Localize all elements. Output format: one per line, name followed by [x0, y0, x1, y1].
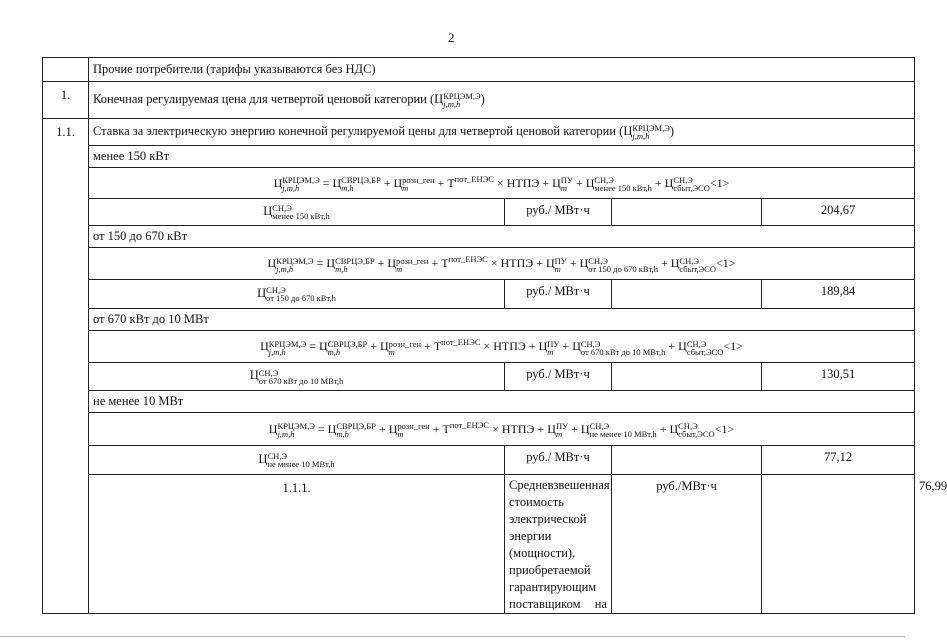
formula-part: =: [319, 175, 333, 190]
rate-value: 130,51: [762, 363, 915, 391]
header-row: [43, 58, 915, 82]
formula-indices: [272, 204, 330, 220]
row-1-sup: КРЦЭМ,Э: [443, 91, 481, 102]
formula-indices: [679, 257, 716, 273]
formula-row: [43, 248, 915, 280]
formula-part: НТПЭ: [493, 339, 526, 354]
formula-indices: [581, 340, 666, 356]
formula-part: КРЦЭМ,Э: [282, 175, 320, 186]
formula-part: <1>: [715, 256, 736, 271]
formula-part: +: [566, 256, 580, 271]
formula-part: СН,Э: [272, 203, 292, 214]
formula-part: СН,Э: [258, 367, 279, 378]
formula-indices: [555, 257, 567, 273]
row-1-label: Конечная регулируемая цена для четвертой ценовой категории (Ц: [93, 91, 444, 106]
formula-part: j,m,h: [282, 183, 300, 194]
page-number: 2: [448, 30, 455, 45]
formula-indices: [282, 176, 319, 192]
formula-part: m: [397, 429, 404, 440]
formula-indices: [269, 340, 306, 356]
group-label: от 670 кВт до 10 МВт: [89, 309, 915, 331]
formula-part: Ц: [547, 421, 556, 436]
formula-part: от 670 кВт до 10 МВт,h: [580, 346, 666, 357]
formula-part: сбыт,ЭСО: [679, 263, 716, 274]
formula-part: ×: [489, 421, 502, 436]
row-1-1-1-empty-cell: [762, 475, 915, 614]
price-formula: [89, 413, 915, 446]
formula-part: от 150 до 670 кВт,h: [266, 293, 336, 304]
formula-part: m: [554, 263, 561, 274]
formula-part: +: [525, 339, 539, 354]
price-formula: [89, 248, 915, 280]
formula-part: ПУ: [560, 175, 573, 186]
rate-value: 189,84: [762, 280, 915, 309]
formula-part: =: [313, 256, 327, 271]
formula-part: +: [367, 339, 380, 354]
row-1-sub: j,m,h: [443, 99, 461, 110]
formula-part: не менее 10 МВт,h: [589, 429, 657, 440]
rate-empty-cell: [612, 199, 762, 226]
formula-part: <1>: [723, 339, 743, 354]
formula-part: Ц: [263, 203, 273, 218]
formula-part: СН,Э: [266, 285, 286, 296]
row-1-close: ): [480, 91, 485, 106]
formula-part: ×: [487, 256, 501, 271]
formula-part: ×: [493, 175, 507, 190]
formula-part: СН,Э: [679, 255, 699, 266]
formula-part: +: [429, 421, 443, 436]
formula-part: ПУ: [555, 421, 569, 432]
formula-indices: [341, 176, 381, 192]
formula-part: m: [555, 429, 563, 440]
formula-indices: [556, 422, 568, 438]
formula-part: Ц: [538, 339, 548, 354]
formula-part: Ц: [273, 175, 283, 190]
formula-part: СН,Э: [589, 421, 610, 432]
formula-part: Ц: [326, 256, 336, 271]
formula-part: m: [547, 346, 554, 357]
formula-part: =: [306, 339, 319, 354]
formula-part: пот_ЕНЭС: [449, 419, 490, 430]
formula-part: m,h: [341, 183, 354, 194]
formula-part: +: [559, 339, 573, 354]
formula-part: менее 150 кВт,h: [272, 211, 330, 222]
formula-part: ПУ: [547, 338, 560, 349]
formula-indices: [396, 257, 428, 273]
rate-symbol: [89, 363, 505, 391]
formula-part: КРЦЭМ,Э: [277, 421, 315, 432]
header-text: Прочие потребители (тарифы указываются без НДС): [89, 58, 915, 82]
formula-part: <1>: [714, 421, 735, 436]
formula-part: сбыт,ЭСО: [673, 183, 710, 194]
formula-indices: [267, 452, 334, 468]
scan-edge: [0, 636, 905, 637]
formula-indices: [259, 369, 344, 385]
formula-indices: [276, 257, 313, 273]
formula-part: +: [434, 175, 448, 190]
row-1-1-1: 1.1.1. Средневзвешенная стоимость электрической энергии (мощности), приобретаемой гарантирующим поставщиком на руб./МВт·ч 76,99: [43, 475, 915, 614]
rate-row: [43, 199, 915, 226]
formula-part: Ц: [249, 368, 259, 383]
formula-indices: [678, 422, 715, 438]
formula-part: Ц: [670, 256, 680, 271]
formula-part: +: [374, 256, 388, 271]
formula-indices: [397, 422, 429, 438]
row-1-1-text: [89, 119, 915, 146]
formula-part: +: [380, 175, 394, 190]
formula-part: пот_ЕНЭС: [441, 337, 481, 348]
row-1-1-1-num: 1.1.1.: [89, 475, 505, 614]
formula-row: [43, 168, 915, 199]
formula-indices: [336, 422, 376, 438]
formula-part: +: [665, 339, 679, 354]
formula-part: НТПЭ: [506, 175, 540, 190]
formula-indices: [389, 340, 421, 356]
formula-part: Ц: [318, 339, 328, 354]
row-1-1-sub: j,m,h: [632, 131, 650, 142]
formula-indices: [402, 176, 434, 192]
formula-part: НТПЭ: [501, 421, 535, 436]
formula-part: +: [657, 256, 671, 271]
formula-part: +: [539, 175, 553, 190]
rate-empty-cell: [612, 280, 762, 309]
formula-part: m: [402, 183, 409, 194]
formula-part: Ц: [387, 256, 397, 271]
formula-indices: [632, 124, 669, 140]
formula-part: СН,Э: [678, 421, 698, 432]
formula-part: менее 150 кВт,h: [594, 183, 652, 194]
formula-part: сбыт,ЭСО: [678, 429, 715, 440]
formula-part: +: [375, 421, 389, 436]
formula-part: СН,Э: [588, 255, 608, 266]
formula-indices: [673, 176, 710, 192]
formula-part: Ц: [393, 175, 403, 190]
formula-part: m,h: [335, 263, 348, 274]
formula-part: Т: [447, 175, 455, 190]
rate-empty-cell: [612, 363, 762, 391]
formula-indices: [335, 257, 375, 273]
formula-part: пот_ЕНЭС: [448, 254, 488, 265]
formula-part: Ц: [545, 256, 555, 271]
formula-part: m,h: [336, 429, 349, 440]
rate-row: [43, 446, 915, 475]
formula-part: m: [396, 263, 403, 274]
header-num-cell: [43, 58, 89, 82]
row-1-1-sup: КРЦЭМ,Э: [632, 123, 670, 134]
formula-part: m,h: [327, 346, 341, 357]
rate-row: [43, 363, 915, 391]
formula-indices: [590, 422, 657, 438]
formula-part: +: [428, 256, 442, 271]
price-formula: [89, 331, 915, 363]
formula-part: +: [572, 175, 586, 190]
tariff-table: [42, 57, 947, 614]
formula-part: Т: [442, 421, 450, 436]
formula-part: СН,Э: [673, 175, 693, 186]
formula-part: Ц: [572, 339, 581, 354]
row-1-1-1-unit: руб./МВт·ч: [612, 475, 762, 614]
formula-indices: [547, 340, 559, 356]
formula-part: =: [314, 421, 328, 436]
formula-part: СН,Э: [580, 338, 601, 349]
rate-symbol: [89, 446, 505, 475]
row-1-1-1-text: Средневзвешенная стоимость электрической энергии (мощности), приобретаемой гарантирующим поставщиком на: [505, 475, 612, 614]
formula-indices: [266, 286, 336, 302]
formula-row: [43, 413, 915, 446]
row-1-1: [43, 119, 915, 146]
rate-unit: руб./ МВт·ч: [505, 446, 612, 475]
formula-part: Ц: [388, 421, 398, 436]
formula-part: розн_ген: [396, 255, 429, 266]
formula-indices: [687, 340, 724, 356]
formula-part: от 670 кВт до 10 МВт,h: [258, 375, 344, 386]
group-label-row: [43, 226, 915, 248]
formula-part: m: [560, 183, 567, 194]
formula-part: ×: [480, 339, 494, 354]
group-label: менее 150 кВт: [89, 146, 915, 168]
rate-unit: руб./ МВт·ч: [505, 280, 612, 309]
group-label-row: [43, 391, 915, 413]
formula-part: Ц: [664, 175, 674, 190]
formula-part: пот_ЕНЭС: [454, 173, 494, 184]
formula-part: +: [651, 175, 665, 190]
row-1: [43, 82, 915, 119]
formula-part: розн_ген: [402, 175, 435, 186]
formula-part: Ц: [678, 339, 687, 354]
formula-part: розн_ген: [397, 421, 430, 432]
group-label: от 150 до 670 кВт: [89, 226, 915, 248]
formula-part: <1>: [709, 175, 730, 190]
formula-part: от 150 до 670 кВт,h: [588, 263, 658, 274]
formula-part: Ц: [258, 451, 268, 466]
formula-part: Ц: [267, 256, 277, 271]
formula-part: m: [388, 346, 395, 357]
row-1-num: 1.: [43, 82, 89, 119]
formula-indices: [443, 92, 480, 108]
rate-value: 204,67: [762, 199, 915, 226]
formula-part: Ц: [669, 421, 679, 436]
formula-part: Т: [433, 339, 442, 354]
formula-part: +: [421, 339, 434, 354]
formula-part: НТПЭ: [500, 256, 534, 271]
formula-part: +: [568, 421, 581, 436]
rate-unit: руб./ МВт·ч: [505, 199, 612, 226]
formula-indices: [328, 340, 368, 356]
group-label-row: [43, 309, 915, 331]
formula-indices: [594, 176, 652, 192]
formula-part: Ц: [579, 256, 589, 271]
formula-indices: [277, 422, 314, 438]
formula-part: +: [533, 256, 546, 271]
formula-part: Ц: [380, 339, 389, 354]
rate-unit: руб./ МВт·ч: [505, 363, 612, 391]
formula-indices: [588, 257, 658, 273]
row-1-1-label: Ставка за электрическую энергию конечной регулируемой цены для четвертой ценовой категории (Ц: [93, 123, 633, 138]
formula-part: КРЦЭМ,Э: [268, 338, 307, 349]
formula-part: Ц: [257, 285, 267, 300]
formula-part: Ц: [327, 421, 337, 436]
formula-part: СВРЦЭ,БР: [335, 255, 375, 266]
formula-indices: [561, 176, 573, 192]
formula-part: ПУ: [554, 255, 567, 266]
rate-row: [43, 280, 915, 309]
formula-part: сбыт,ЭСО: [686, 346, 724, 357]
row-1-text: [89, 82, 915, 119]
formula-part: Ц: [268, 421, 278, 436]
formula-part: Ц: [580, 421, 590, 436]
rate-symbol: [89, 280, 505, 309]
formula-part: СН,Э: [686, 338, 707, 349]
formula-part: СН,Э: [267, 451, 287, 462]
formula-part: СВРЦЭ,БР: [341, 175, 381, 186]
group-label: не менее 10 МВт: [89, 391, 915, 413]
rate-empty-cell: [612, 446, 762, 475]
rate-value: 77,12: [762, 446, 915, 475]
formula-part: Ц: [585, 175, 595, 190]
formula-part: j,m,h: [268, 346, 286, 357]
formula-part: СН,Э: [594, 175, 614, 186]
formula-part: j,m,h: [276, 263, 294, 274]
formula-part: +: [656, 421, 670, 436]
formula-part: Т: [441, 256, 449, 271]
formula-part: СВРЦЭ,БР: [327, 338, 368, 349]
formula-part: +: [534, 421, 548, 436]
row-1-1-num: 1.1.: [43, 119, 89, 614]
formula-part: СВРЦЭ,БР: [336, 421, 376, 432]
formula-part: розн_ген: [388, 338, 422, 349]
formula-part: Ц: [260, 339, 269, 354]
formula-part: Ц: [332, 175, 342, 190]
formula-part: не менее 10 МВт,h: [267, 459, 335, 470]
group-label-row: [43, 146, 915, 168]
formula-part: j,m,h: [277, 429, 295, 440]
formula-part: Ц: [552, 175, 561, 190]
rate-symbol: [89, 199, 505, 226]
formula-part: КРЦЭМ,Э: [276, 255, 314, 266]
formula-row: [43, 331, 915, 363]
row-1-1-close: ): [669, 123, 674, 138]
price-formula: [89, 168, 915, 199]
